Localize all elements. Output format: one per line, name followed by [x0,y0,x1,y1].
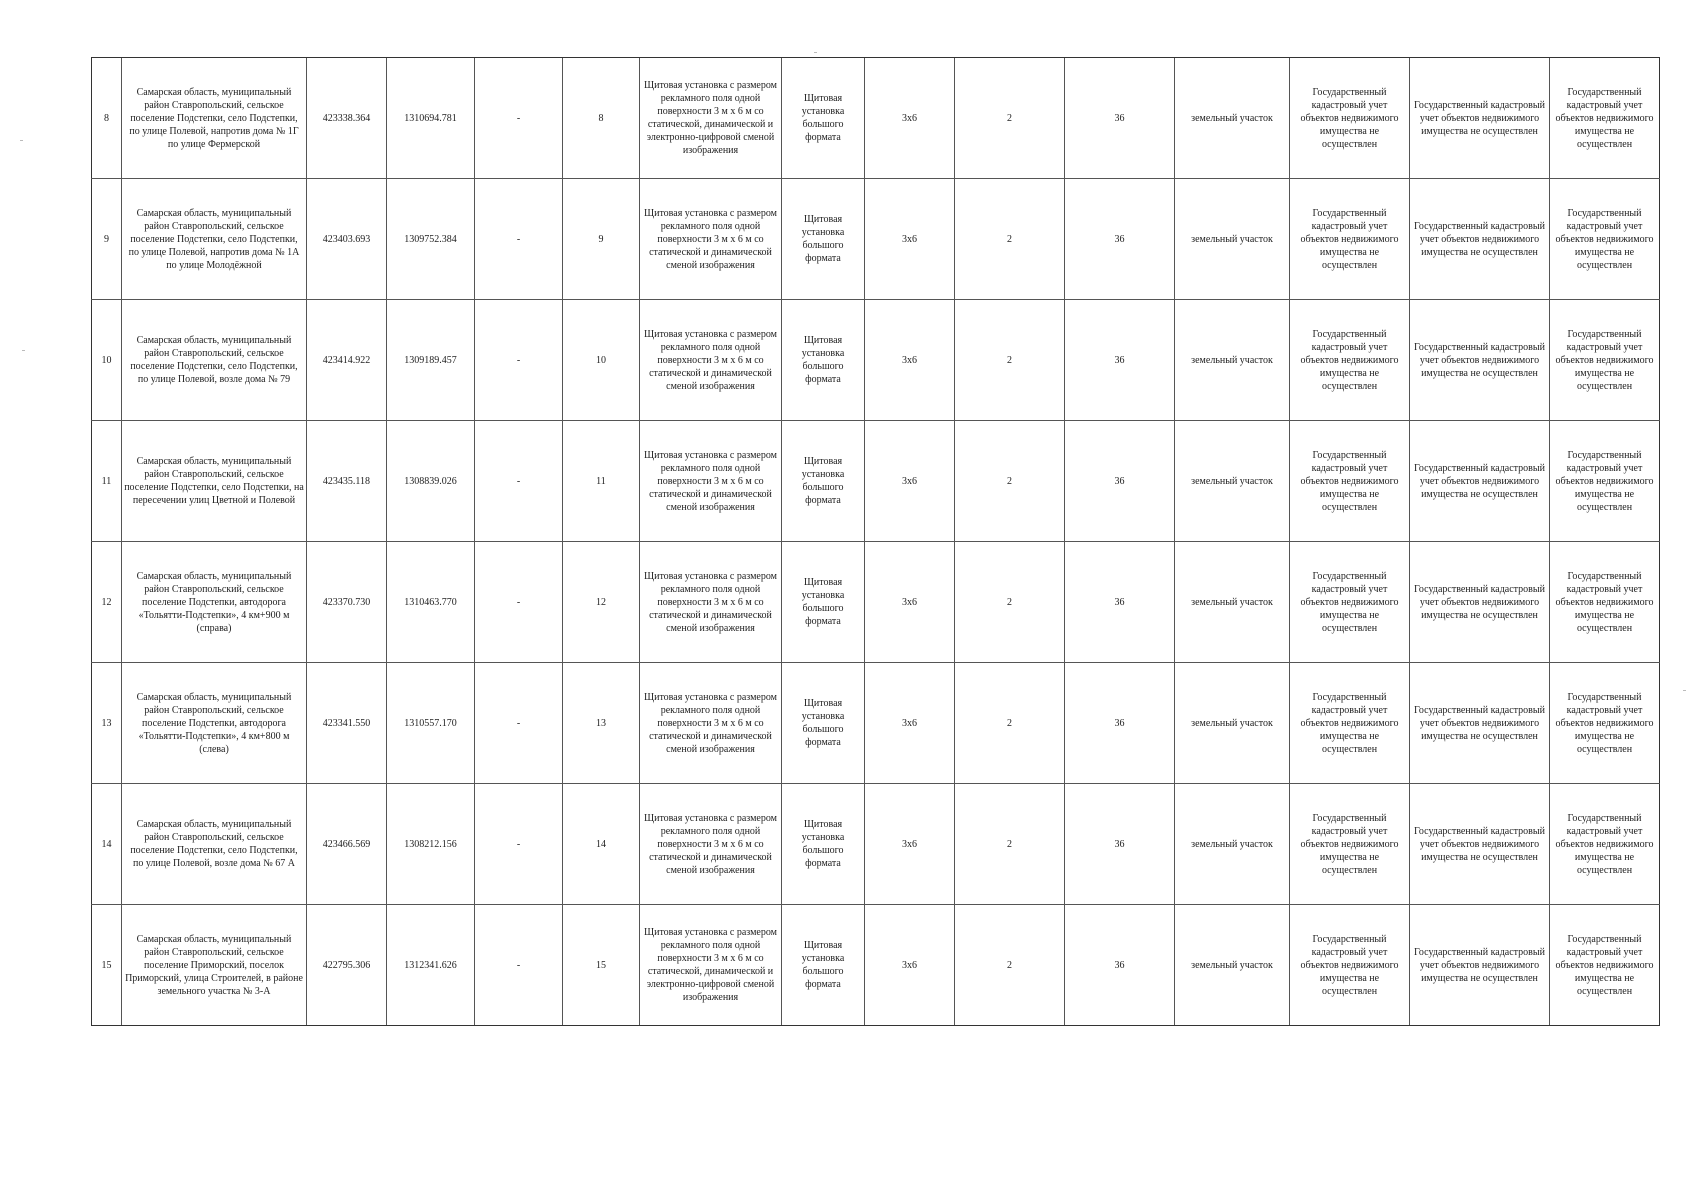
address-cell: Самарская область, муниципальный район Ставропольский, сельское поселение Подстепки, автодорога «Тольятти-Подстепки», 4 км+800 м (слева) [122,663,307,784]
cadastral-status-cell: Государственный кадастровый учет объектов недвижимого имущества не осуществлен [1550,300,1660,421]
scan-speck [22,350,25,351]
cadastral-status-cell: Государственный кадастровый учет объектов недвижимого имущества не осуществлен [1410,421,1550,542]
sides-count-cell: 2 [955,905,1065,1026]
address-cell: Самарская область, муниципальный район Ставропольский, сельское поселение Приморский, поселок Приморский, улица Строителей, в районе земельного участка № 3-А [122,905,307,1026]
empty-value-cell: - [475,905,563,1026]
coordinate-y-cell: 1309752.384 [387,179,475,300]
address-cell: Самарская область, муниципальный район Ставропольский, сельское поселение Подстепки, село Подстепки, по улице Полевой, напротив дома № 1А по улице Молодёжной [122,179,307,300]
scheme-number-cell: 8 [563,58,640,179]
address-cell: Самарская область, муниципальный район Ставропольский, сельское поселение Подстепки, село Подстепки, на пересечении улиц Цветной и Полевой [122,421,307,542]
description-cell: Щитовая установка с размером рекламного поля одной поверхности 3 м х 6 м со статической, динамической и электронно-цифровой сменой изображения [640,905,782,1026]
address-cell: Самарская область, муниципальный район Ставропольский, сельское поселение Подстепки, автодорога «Тольятти-Подстепки», 4 км+900 м (справа) [122,542,307,663]
sides-count-cell: 2 [955,663,1065,784]
scan-speck [814,52,817,53]
table-row [92,58,1660,179]
land-type-cell: земельный участок [1175,663,1290,784]
cadastral-status-cell: Государственный кадастровый учет объектов недвижимого имущества не осуществлен [1410,663,1550,784]
field-size-cell: 3х6 [865,179,955,300]
coordinate-x-cell: 423370.730 [307,542,387,663]
field-size-cell: 3х6 [865,663,955,784]
description-cell: Щитовая установка с размером рекламного поля одной поверхности 3 м х 6 м со статической и динамической сменой изображения [640,421,782,542]
cadastral-status-cell: Государственный кадастровый учет объектов недвижимого имущества не осуществлен [1550,179,1660,300]
table-row [92,905,1660,1026]
structure-type-cell: Щитовая установка большого формата [782,179,865,300]
description-cell: Щитовая установка с размером рекламного поля одной поверхности 3 м х 6 м со статической и динамической сменой изображения [640,663,782,784]
description-cell: Щитовая установка с размером рекламного поля одной поверхности 3 м х 6 м со статической и динамической сменой изображения [640,542,782,663]
field-size-cell: 3х6 [865,421,955,542]
coordinate-y-cell: 1312341.626 [387,905,475,1026]
field-size-cell: 3х6 [865,300,955,421]
field-size-cell: 3х6 [865,542,955,663]
area-cell: 36 [1065,58,1175,179]
row-number: 8 [92,58,122,179]
row-number: 15 [92,905,122,1026]
structure-type-cell: Щитовая установка большого формата [782,542,865,663]
scheme-number-cell: 14 [563,784,640,905]
coordinate-y-cell: 1309189.457 [387,300,475,421]
sides-count-cell: 2 [955,58,1065,179]
scheme-number-cell: 13 [563,663,640,784]
land-type-cell: земельный участок [1175,300,1290,421]
description-cell: Щитовая установка с размером рекламного поля одной поверхности 3 м х 6 м со статической и динамической сменой изображения [640,179,782,300]
coordinate-x-cell: 423435.118 [307,421,387,542]
coordinate-x-cell: 423466.569 [307,784,387,905]
row-number: 9 [92,179,122,300]
scheme-number-cell: 12 [563,542,640,663]
cadastral-status-cell: Государственный кадастровый учет объектов недвижимого имущества не осуществлен [1410,300,1550,421]
coordinate-x-cell: 423338.364 [307,58,387,179]
area-cell: 36 [1065,421,1175,542]
empty-value-cell: - [475,784,563,905]
row-number: 11 [92,421,122,542]
table-body [92,58,1660,1026]
cadastral-status-cell: Государственный кадастровый учет объектов недвижимого имущества не осуществлен [1290,58,1410,179]
empty-value-cell: - [475,421,563,542]
coordinate-y-cell: 1308839.026 [387,421,475,542]
cadastral-status-cell: Государственный кадастровый учет объектов недвижимого имущества не осуществлен [1410,58,1550,179]
coordinate-x-cell: 423414.922 [307,300,387,421]
scheme-number-cell: 10 [563,300,640,421]
table-row [92,300,1660,421]
description-cell: Щитовая установка с размером рекламного поля одной поверхности 3 м х 6 м со статической и динамической сменой изображения [640,300,782,421]
scheme-number-cell: 15 [563,905,640,1026]
cadastral-status-cell: Государственный кадастровый учет объектов недвижимого имущества не осуществлен [1550,421,1660,542]
table-row [92,542,1660,663]
address-cell: Самарская область, муниципальный район Ставропольский, сельское поселение Подстепки, село Подстепки, по улице Полевой, напротив дома № 1Г по улице Фермерской [122,58,307,179]
table-row [92,421,1660,542]
scan-speck [20,140,23,141]
empty-value-cell: - [475,542,563,663]
row-number: 14 [92,784,122,905]
coordinate-y-cell: 1310557.170 [387,663,475,784]
table-row [92,663,1660,784]
sides-count-cell: 2 [955,542,1065,663]
structure-type-cell: Щитовая установка большого формата [782,421,865,542]
land-type-cell: земельный участок [1175,905,1290,1026]
field-size-cell: 3х6 [865,784,955,905]
area-cell: 36 [1065,542,1175,663]
cadastral-status-cell: Государственный кадастровый учет объектов недвижимого имущества не осуществлен [1290,421,1410,542]
land-type-cell: земельный участок [1175,179,1290,300]
cadastral-status-cell: Государственный кадастровый учет объектов недвижимого имущества не осуществлен [1290,300,1410,421]
cadastral-status-cell: Государственный кадастровый учет объектов недвижимого имущества не осуществлен [1550,58,1660,179]
coordinate-y-cell: 1310463.770 [387,542,475,663]
cadastral-status-cell: Государственный кадастровый учет объектов недвижимого имущества не осуществлен [1410,179,1550,300]
coordinate-x-cell: 423403.693 [307,179,387,300]
coordinate-x-cell: 423341.550 [307,663,387,784]
land-type-cell: земельный участок [1175,784,1290,905]
empty-value-cell: - [475,663,563,784]
coordinate-y-cell: 1308212.156 [387,784,475,905]
coordinate-y-cell: 1310694.781 [387,58,475,179]
sides-count-cell: 2 [955,300,1065,421]
cadastral-status-cell: Государственный кадастровый учет объектов недвижимого имущества не осуществлен [1550,905,1660,1026]
cadastral-status-cell: Государственный кадастровый учет объектов недвижимого имущества не осуществлен [1410,542,1550,663]
sides-count-cell: 2 [955,421,1065,542]
sides-count-cell: 2 [955,179,1065,300]
area-cell: 36 [1065,784,1175,905]
coordinate-x-cell: 422795.306 [307,905,387,1026]
cadastral-status-cell: Государственный кадастровый учет объектов недвижимого имущества не осуществлен [1290,784,1410,905]
area-cell: 36 [1065,663,1175,784]
advertising-structures-table [91,57,1660,1026]
cadastral-status-cell: Государственный кадастровый учет объектов недвижимого имущества не осуществлен [1290,905,1410,1026]
area-cell: 36 [1065,179,1175,300]
sides-count-cell: 2 [955,784,1065,905]
row-number: 10 [92,300,122,421]
row-number: 13 [92,663,122,784]
land-type-cell: земельный участок [1175,58,1290,179]
structure-type-cell: Щитовая установка большого формата [782,784,865,905]
structure-type-cell: Щитовая установка большого формата [782,58,865,179]
cadastral-status-cell: Государственный кадастровый учет объектов недвижимого имущества не осуществлен [1290,542,1410,663]
scan-speck [1683,690,1686,691]
address-cell: Самарская область, муниципальный район Ставропольский, сельское поселение Подстепки, село Подстепки, по улице Полевой, возле дома № 79 [122,300,307,421]
cadastral-status-cell: Государственный кадастровый учет объектов недвижимого имущества не осуществлен [1290,663,1410,784]
field-size-cell: 3х6 [865,905,955,1026]
empty-value-cell: - [475,300,563,421]
empty-value-cell: - [475,58,563,179]
cadastral-status-cell: Государственный кадастровый учет объектов недвижимого имущества не осуществлен [1550,663,1660,784]
address-cell: Самарская область, муниципальный район Ставропольский, сельское поселение Подстепки, село Подстепки, по улице Полевой, возле дома № 67 А [122,784,307,905]
structure-type-cell: Щитовая установка большого формата [782,663,865,784]
cadastral-status-cell: Государственный кадастровый учет объектов недвижимого имущества не осуществлен [1410,905,1550,1026]
structure-type-cell: Щитовая установка большого формата [782,300,865,421]
area-cell: 36 [1065,905,1175,1026]
cadastral-status-cell: Государственный кадастровый учет объектов недвижимого имущества не осуществлен [1410,784,1550,905]
structure-type-cell: Щитовая установка большого формата [782,905,865,1026]
row-number: 12 [92,542,122,663]
area-cell: 36 [1065,300,1175,421]
table-row [92,784,1660,905]
cadastral-status-cell: Государственный кадастровый учет объектов недвижимого имущества не осуществлен [1550,542,1660,663]
empty-value-cell: - [475,179,563,300]
description-cell: Щитовая установка с размером рекламного поля одной поверхности 3 м х 6 м со статической и динамической сменой изображения [640,784,782,905]
cadastral-status-cell: Государственный кадастровый учет объектов недвижимого имущества не осуществлен [1290,179,1410,300]
land-type-cell: земельный участок [1175,421,1290,542]
land-type-cell: земельный участок [1175,542,1290,663]
description-cell: Щитовая установка с размером рекламного поля одной поверхности 3 м х 6 м со статической, динамической и электронно-цифровой сменой изображения [640,58,782,179]
cadastral-status-cell: Государственный кадастровый учет объектов недвижимого имущества не осуществлен [1550,784,1660,905]
table-row [92,179,1660,300]
field-size-cell: 3х6 [865,58,955,179]
scheme-number-cell: 9 [563,179,640,300]
scheme-number-cell: 11 [563,421,640,542]
